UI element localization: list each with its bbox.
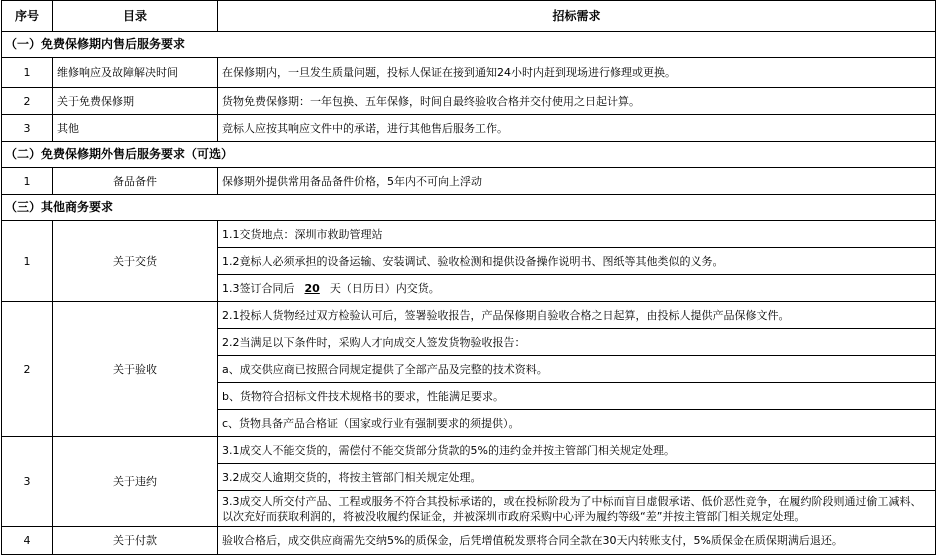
section-title: （一）免费保修期内售后服务要求	[2, 32, 936, 58]
table-row	[2, 221, 936, 248]
header-row	[2, 1, 936, 32]
section-row	[2, 195, 936, 221]
row-item: 关于违约	[53, 437, 218, 527]
row-item: 备品备件	[53, 168, 218, 195]
row-req: 货物免费保修期：一年包换、五年保修，时间自最终验收合格并交付使用之日起计算。	[218, 88, 936, 115]
row-req	[218, 275, 936, 302]
table-row	[2, 302, 936, 329]
row-req: 1.2竟标人必须承担的设备运输、安装调试、验收检测和提供设备操作说明书、图纸等其他类似的义务。	[218, 248, 936, 275]
row-item: 关于免费保修期	[53, 88, 218, 115]
row-req: 竞标人应按其响应文件中的承诺，进行其他售后服务工作。	[218, 115, 936, 142]
row-no: 3	[2, 115, 53, 142]
row-no: 1	[2, 168, 53, 195]
row-req: 验收合格后，成交供应商需先交纳5%的质保金，后凭增值税发票将合同全款在30天内转账支付，5%质保金在质保期满后退还。	[218, 527, 936, 555]
row-no: 3	[2, 437, 53, 527]
row-req: 2.2当满足以下条件时，采购人才向成交人签发货物验收报告：	[218, 329, 936, 356]
row-no: 4	[2, 527, 53, 555]
row-req: 2.1投标人货物经过双方检验认可后，签署验收报告，产品保修期自验收合格之日起算，由投标人提供产品保修文件。	[218, 302, 936, 329]
row-item: 关于验收	[53, 302, 218, 437]
row-no: 1	[2, 58, 53, 88]
row-req: 3.2成交人逾期交货的，将按主管部门相关规定处理。	[218, 464, 936, 491]
header-no: 序号	[2, 1, 53, 32]
delivery-prefix: 1.3签订合同后	[222, 281, 295, 295]
row-req: 3.3成交人所交付产品、工程或服务不符合其投标承诺的，或在投标阶段为了中标而盲目虚假承诺、低价恶性竞争，在履约阶段则通过偷工减料、以次充好而获取利润的，将被没收履约保证金，并被深圳市政府采购中心评为履约等级“差”并按主管部门相关规定处理。	[218, 491, 936, 527]
row-no: 2	[2, 302, 53, 437]
row-req: b、货物符合招标文件技术规格书的要求，性能满足要求。	[218, 383, 936, 410]
row-item: 关于交货	[53, 221, 218, 302]
section-row	[2, 142, 936, 168]
row-req: 1.1交货地点：深圳市救助管理站	[218, 221, 936, 248]
row-item: 其他	[53, 115, 218, 142]
delivery-days: 20	[304, 281, 320, 295]
row-no: 2	[2, 88, 53, 115]
table-row	[2, 168, 936, 195]
row-item: 维修响应及故障解决时间	[53, 58, 218, 88]
row-req: c、货物具备产品合格证（国家或行业有强制要求的须提供）。	[218, 410, 936, 437]
table-row	[2, 115, 936, 142]
row-req: a、成交供应商已按照合同规定提供了全部产品及完整的技术资料。	[218, 356, 936, 383]
row-req: 保修期外提供常用备品备件价格，5年内不可向上浮动	[218, 168, 936, 195]
requirements-table	[1, 0, 936, 555]
table-row	[2, 58, 936, 88]
table-row	[2, 88, 936, 115]
row-req: 3.1成交人不能交货的，需偿付不能交货部分货款的5%的违约金并按主管部门相关规定处理。	[218, 437, 936, 464]
section-row	[2, 32, 936, 58]
section-title: （三）其他商务要求	[2, 195, 936, 221]
row-no: 1	[2, 221, 53, 302]
header-req: 招标需求	[218, 1, 936, 32]
row-item: 关于付款	[53, 527, 218, 555]
header-item: 目录	[53, 1, 218, 32]
table-row	[2, 437, 936, 464]
row-req: 在保修期内，一旦发生质量问题，投标人保证在接到通知24小时内赶到现场进行修理或更换。	[218, 58, 936, 88]
table-row	[2, 527, 936, 555]
section-title: （二）免费保修期外售后服务要求（可选）	[2, 142, 936, 168]
delivery-suffix: 天（日历日）内交货。	[329, 281, 440, 295]
